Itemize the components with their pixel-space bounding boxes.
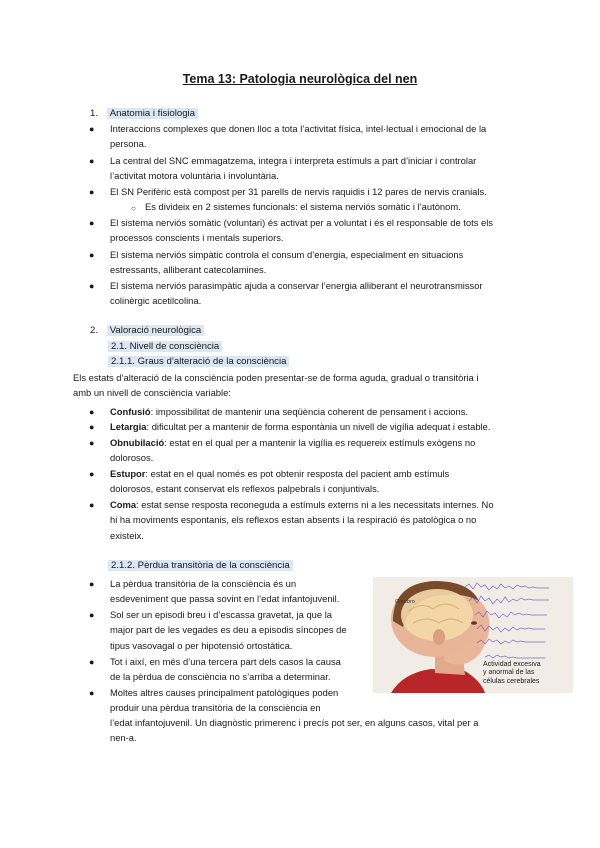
- list-item: Coma: estat sense resposta reconeguda a estímuls externs ni a les necessitats internes. No hi ha moviments espontanis, els reflexos estan absents i la respiració és patològica o no existeix.: [110, 499, 494, 541]
- section-2-title: Valoració neurològica: [107, 325, 205, 336]
- list-item: Letargia: dificultat per a mantenir de forma espontània un nivell de vigília adequat i estable.: [110, 421, 491, 432]
- bullet-dot: ●: [89, 187, 95, 197]
- list-item: Confusió: impossibilitat de mantenir una seqüència coherent de pensament i accions.: [110, 406, 468, 417]
- section-2-number: 2.: [90, 325, 99, 336]
- list-item-continuation: l’edat infantojuvenil. Un diagnòstic primerenc i precís pot ser, en alguns casos, vital per a nen-a.: [110, 717, 479, 744]
- bullet-dot: ●: [89, 281, 95, 291]
- list-item: El sistema nerviós simpàtic controla el consum d’energia, especialment en situacions estressants, alliberant catecolamines.: [110, 249, 464, 276]
- list-item: Es divideix en 2 sistemes funcionals: el sistema nerviós somàtic i l’autònom.: [145, 201, 461, 212]
- list-item: Estupor: estat en el qual només es pot obtenir resposta del pacient amb estímuls dolorosos, estant conservat els reflexos palpebrals i conjuntivals.: [110, 468, 450, 495]
- bullet-dot: ●: [89, 250, 95, 260]
- list-item: Tot i així, en més d’una tercera part dels casos la causa de la pèrdua de consciència no s’arriba a determinar.: [110, 656, 341, 683]
- bullet-dot: ●: [89, 579, 95, 589]
- bullet-dot: ●: [89, 469, 95, 479]
- page-title: Tema 13: Patologia neurològica del nen: [182, 72, 418, 86]
- list-item: Obnubilació: estat en el qual per a mantenir la vigília es requereix estímuls exògens no dolorosos.: [110, 437, 476, 464]
- subsection-2-1-2-heading: 2.1.2. Pèrdua transitòria de la consciència: [108, 560, 293, 571]
- intro-paragraph: Els estats d’alteració de la consciència poden presentar-se de forma aguda, gradual o transitòria i amb un nivell de consciència variable:: [73, 372, 479, 399]
- bullet-dot: ●: [89, 610, 95, 620]
- section-2-heading: [90, 325, 204, 336]
- bullet-dot: ●: [89, 657, 95, 667]
- list-item: Interaccions complexes que donen lloc a tota l’activitat física, intel·lectual i emocional de la persona.: [110, 123, 487, 150]
- child-head-illustration: [373, 577, 573, 693]
- bullet-dot: ●: [89, 156, 95, 166]
- brain-activity-figure: [373, 577, 573, 693]
- bullet-dot: ●: [89, 407, 95, 417]
- list-item: El SN Perifèric està compost per 31 parells de nervis raquidis i 12 pares de nervis cranials.: [110, 186, 487, 197]
- bullet-dot: ●: [89, 218, 95, 228]
- list-item: El sistema nerviós parasimpàtic ajuda a conservar l’energia alliberant el neurotransmissor colinèrgic acetilcolina.: [110, 280, 483, 307]
- section-1-title: Anatomia i fisiologia: [107, 108, 198, 119]
- bullet-dot: ●: [89, 688, 95, 698]
- bullet-dot: ●: [89, 500, 95, 510]
- bullet-dot: ●: [89, 422, 95, 432]
- list-item: El sistema nerviós somàtic (voluntari) és activat per a voluntat i és el responsable de tots els processos conscients i mentals superiors.: [110, 217, 493, 244]
- list-item: La pèrdua transitòria de la consciència és un esdeveniment que passa sovint en l’edat infantojuvenil.: [110, 578, 340, 605]
- list-item: Sol ser un episodi breu i d’escassa gravetat, ja que la major part de les vegades es deu a episodis síncopes de tipus vasovagal o per hipotensió ortostàtica.: [110, 609, 347, 651]
- list-item: La central del SNC emmagatzema, integra i interpreta estímuls a part d’iniciar i controlar l’activitat motora voluntària i involuntària.: [110, 155, 477, 182]
- bullet-dot: ●: [89, 438, 95, 448]
- subsection-2-1-1-heading: 2.1.1. Graus d’alteració de la consciència: [108, 356, 289, 367]
- section-1-heading: [90, 108, 198, 119]
- circle-bullet-icon: ○: [131, 204, 136, 213]
- cerebro-label: Cerebro: [395, 599, 415, 605]
- figure-caption: Actividad excesiva y anormal de las células cerebrales: [483, 661, 541, 685]
- subsection-2-1-heading: 2.1. Nivell de consciència: [108, 341, 222, 352]
- list-item: Moltes altres causes principalment patològiques poden produir una pèrdua transitòria de la consciència en: [110, 687, 339, 714]
- bullet-dot: ●: [89, 124, 95, 134]
- section-1-number: 1.: [90, 108, 99, 119]
